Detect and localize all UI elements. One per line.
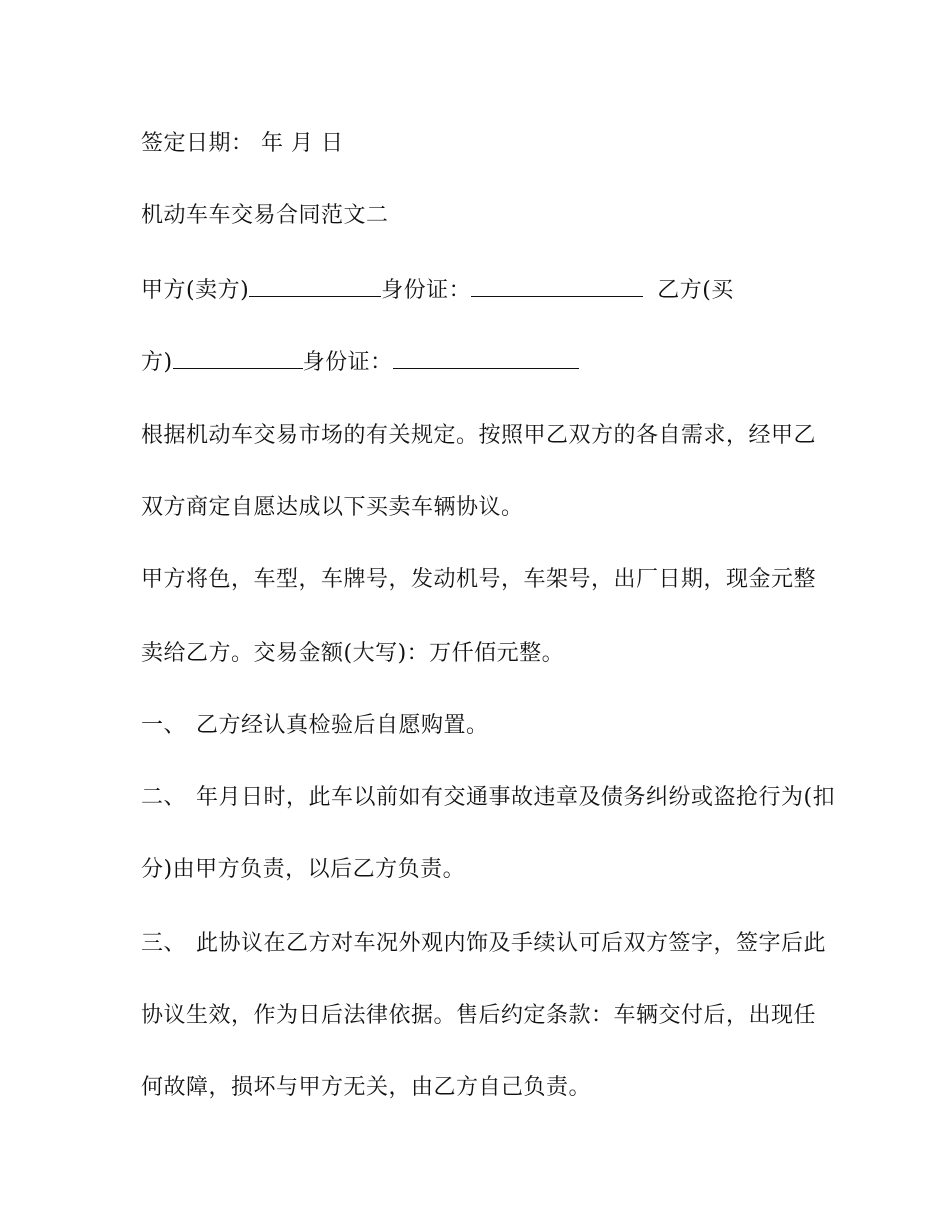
item-2-line-2 xyxy=(141,856,465,884)
party-b-id-blank xyxy=(393,348,579,369)
paragraph-1-text-1: 根据机动车交易市场的有关规定。按照甲乙双方的各自需求，经甲乙 xyxy=(141,423,817,448)
paragraph-1-line-2 xyxy=(141,494,524,522)
paragraph-2-line-1 xyxy=(141,566,816,594)
party-a-id-blank xyxy=(471,276,643,297)
party-b-id-label: 身份证： xyxy=(302,350,393,375)
item-3-text-1: 此协议在乙方对车况外观内饰及手续认可后双方签字，签字后此 xyxy=(196,931,827,956)
item-1-number: 一、 xyxy=(141,713,187,738)
item-2-text-2: 分)由甲方负责，以后乙方负责。 xyxy=(141,857,466,882)
document-title-text: 机动车车交易合同范文二 xyxy=(141,203,389,228)
sign-date-text: 签定日期： 年 月 日 xyxy=(141,131,344,156)
item-3-line-2 xyxy=(141,1002,816,1030)
document-title xyxy=(141,202,389,230)
sign-date-line xyxy=(141,130,343,158)
item-1-text: 乙方经认真检验后自愿购置。 xyxy=(196,713,489,738)
party-a-label: 甲方(卖方) xyxy=(141,278,250,303)
paragraph-1-text-2: 双方商定自愿达成以下买卖车辆协议。 xyxy=(141,495,524,520)
item-1-line xyxy=(141,712,489,740)
item-3-number: 三、 xyxy=(141,931,187,956)
party-b-name-blank xyxy=(173,348,303,369)
party-a-id-label: 身份证： xyxy=(381,278,472,303)
party-b-label-start: 乙方(买 xyxy=(657,278,734,303)
party-b-line xyxy=(141,348,579,377)
party-a-name-blank xyxy=(249,276,381,297)
paragraph-2-text-2: 卖给乙方。交易金额(大写)：万仟佰元整。 xyxy=(141,641,565,666)
item-3-line-3 xyxy=(141,1074,591,1102)
item-3-text-3: 何故障，损坏与甲方无关，由乙方自己负责。 xyxy=(141,1075,592,1100)
item-3-line-1 xyxy=(141,930,826,958)
item-2-number: 二、 xyxy=(141,785,187,810)
item-2-line-1 xyxy=(141,784,835,812)
paragraph-1-line-1 xyxy=(141,422,816,450)
item-2-text-1: 年月日时，此车以前如有交通事故违章及债务纠纷或盗抢行为(扣 xyxy=(196,785,836,810)
party-a-line xyxy=(141,276,734,305)
item-3-text-2: 协议生效，作为日后法律依据。售后约定条款：车辆交付后，出现任 xyxy=(141,1003,817,1028)
paragraph-2-line-2 xyxy=(141,640,564,668)
paragraph-2-text-1: 甲方将色，车型，车牌号，发动机号，车架号，出厂日期，现金元整 xyxy=(141,567,817,592)
party-b-label-end: 方) xyxy=(141,350,173,375)
